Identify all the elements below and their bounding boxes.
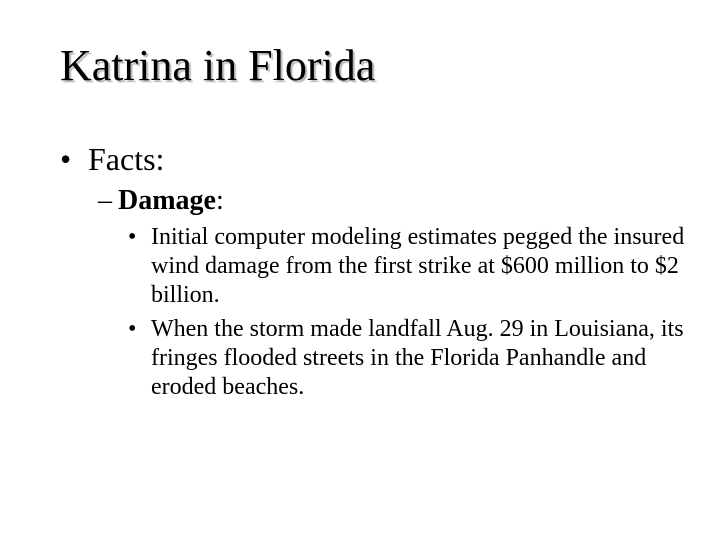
damage-label: Damage bbox=[118, 185, 216, 216]
bullet-icon: • bbox=[128, 316, 137, 342]
damage-label-colon: : bbox=[215, 185, 224, 216]
slide-title: Katrina in Florida bbox=[60, 41, 376, 90]
facts-label: Facts: bbox=[88, 141, 165, 177]
bullet-icon: • bbox=[128, 224, 137, 250]
damage-point-2 bbox=[128, 315, 688, 402]
damage-point-1 bbox=[128, 223, 688, 310]
bullet-facts bbox=[60, 140, 164, 178]
subbullet-damage bbox=[98, 184, 224, 218]
dash-icon: – bbox=[98, 185, 112, 216]
damage-point-text: Initial computer modeling estimates pegged the insured wind damage from the first strike at $600 million to $2 billion. bbox=[151, 224, 685, 308]
bullet-icon: • bbox=[60, 141, 72, 177]
damage-point-text: When the storm made landfall Aug. 29 in Louisiana, its fringes flooded streets in the Florida Panhandle and eroded beaches. bbox=[151, 316, 684, 400]
